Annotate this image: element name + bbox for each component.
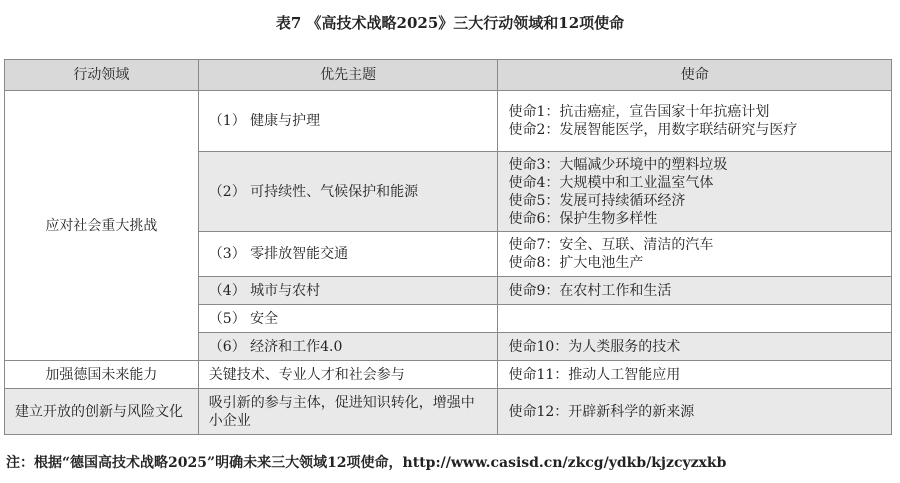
mission-text: 使命2：发展智能医学，用数字联结研究与医疗: [508, 122, 798, 138]
topic-cell: （2） 可持续性、气候保护和能源: [198, 152, 498, 232]
source-note: 注：根据“德国高技术战略2025”明确未来三大领域12项使命，http://www.casisd.cn/zkcg/ydkb/kjzcyzxkb: [6, 455, 727, 471]
table-row: [5, 91, 892, 152]
header-area: 行动领域: [5, 60, 199, 91]
area-cell: 加强德国未来能力: [5, 361, 199, 389]
mission-cell: [498, 361, 892, 389]
mission-cell: [498, 277, 892, 305]
area-cell: 应对社会重大挑战: [5, 91, 199, 361]
topic-cell: （5） 安全: [198, 305, 498, 333]
mission-text: 使命6：保护生物多样性: [508, 210, 658, 227]
mission-text: 使命9：在农村工作和生活: [508, 282, 672, 299]
mission-text: 使命8：扩大电池生产: [508, 255, 644, 271]
area-cell: 建立开放的创新与风险文化: [5, 389, 199, 435]
mission-text: 使命7：安全、互联、清洁的汽车: [508, 237, 714, 253]
header-row: [5, 60, 892, 91]
table-row: [5, 389, 892, 435]
table-row: [5, 361, 892, 389]
mission-text: 使命11：推动人工智能应用: [508, 366, 681, 383]
mission-text: 使命3：大幅减少环境中的塑料垃圾: [508, 156, 728, 173]
mission-cell: [498, 333, 892, 361]
header-mission: 使命: [498, 60, 892, 91]
table-title: 表7 《高技术战略2025》三大行动领域和12项使命: [275, 14, 625, 32]
mission-table: [4, 59, 892, 435]
mission-cell: [498, 152, 892, 232]
mission-text: 使命1：抗击癌症，宣告国家十年抗癌计划: [508, 104, 770, 120]
mission-cell: [498, 232, 892, 277]
topic-cell: （1） 健康与护理: [198, 91, 498, 152]
mission-text: 使命5：发展可持续循环经济: [508, 192, 686, 209]
header-topic: 优先主题: [198, 60, 498, 91]
topic-cell: （6） 经济和工作4.0: [198, 333, 498, 361]
topic-cell: 关键技术、专业人才和社会参与: [198, 361, 498, 389]
topic-cell: （3） 零排放智能交通: [198, 232, 498, 277]
mission-cell: [498, 389, 892, 435]
mission-text: 使命4：大规模中和工业温室气体: [508, 174, 714, 191]
mission-text: 使命10：为人类服务的技术: [508, 338, 681, 355]
mission-cell: [498, 305, 892, 333]
topic-cell: 吸引新的参与主体，促进知识转化，增强中小企业: [198, 389, 498, 435]
topic-cell: （4） 城市与农村: [198, 277, 498, 305]
mission-text: 使命12：开辟新科学的新来源: [508, 403, 695, 420]
mission-cell: [498, 91, 892, 152]
